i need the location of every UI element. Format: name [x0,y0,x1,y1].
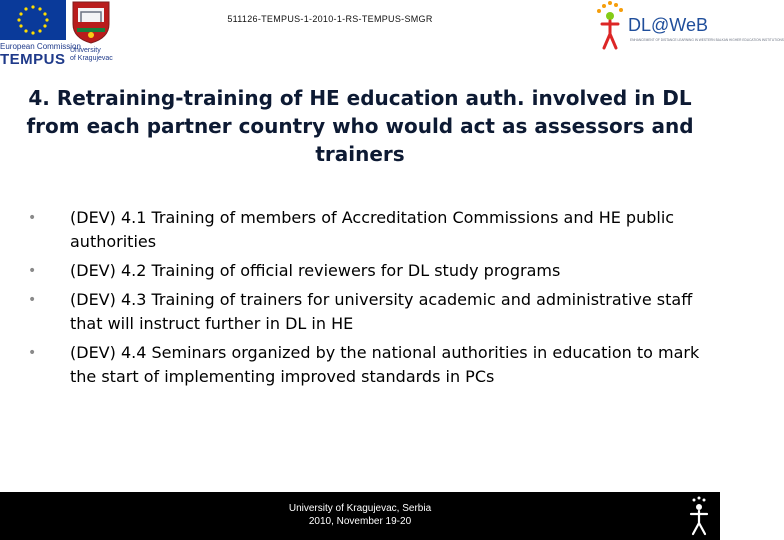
eu-caption: European Commission [0,42,81,51]
dlweb-logo-text: DL@WeB [628,15,708,35]
university-line-2: of Kragujevac [70,55,113,62]
university-caption [70,47,113,63]
bullet-list [20,206,700,394]
slide-header [0,0,784,72]
bullet-dot: • [28,292,37,308]
slide-title: 4. Retraining-training of HE education auth. involved in DL from each partner country who would act as assessors and trainers [26,86,694,166]
bullet-item [20,206,700,254]
bullet-item [20,259,700,283]
dlweb-subtitle: ENHANCEMENT OF DISTANCE LEARNING IN WESTERN BALKAN HIGHER EDUCATION INSTITUTIONS [630,38,784,42]
footer-line-2: 2010, November 19-20 [308,516,412,527]
project-code: 511126-TEMPUS-1-2010-1-RS-TEMPUS-SMGR [227,14,433,24]
bullet-item [20,288,700,336]
tempus-logo-text: TEMPUS [0,51,66,68]
footer-text [250,502,470,528]
bullet-dot: • [28,210,37,226]
bullet-dot: • [28,263,37,279]
bullet-text: (DEV) 4.3 Training of trainers for university academic and administrative staff that will instruct further in DL in HE [70,290,693,333]
bullet-text: (DEV) 4.1 Training of members of Accreditation Commissions and HE public authorities [70,208,675,251]
bullet-dot: • [28,345,37,361]
university-line-1: University [70,47,101,54]
footer-line-1: University of Kragujevac, Serbia [288,503,432,514]
bullet-item [20,341,700,389]
dlweb-logo-icon [590,0,784,60]
bullet-text: (DEV) 4.2 Training of official reviewers for DL study programs [70,261,561,280]
person-figure-icon [686,496,712,536]
bullet-text: (DEV) 4.4 Seminars organized by the national authorities in education to mark the start of implementing improved standards in PCs [70,343,700,386]
slide-footer [0,492,720,540]
